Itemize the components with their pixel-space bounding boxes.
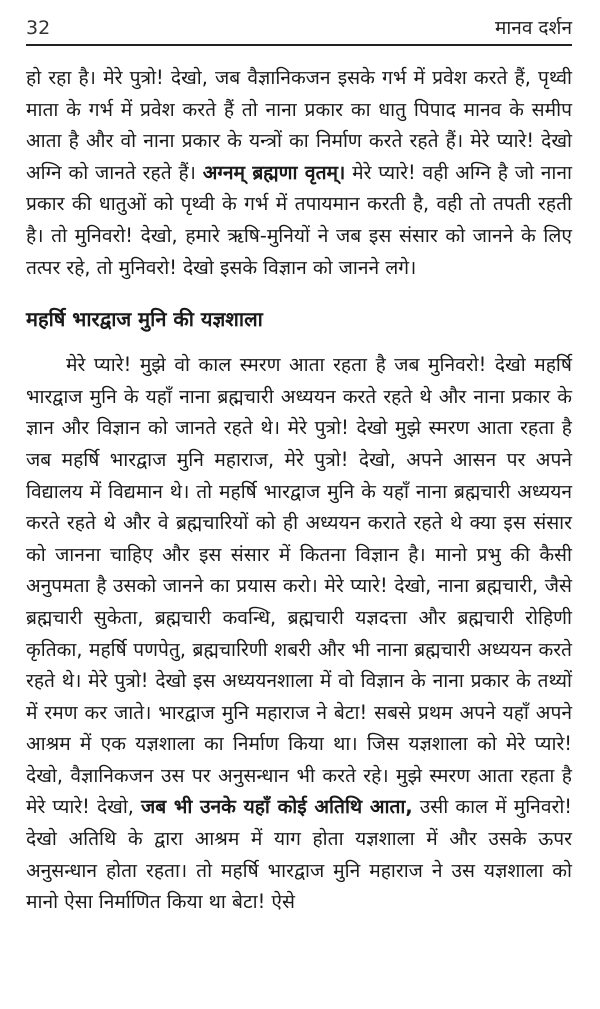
page-content — [26, 62, 572, 918]
paragraph-text: उसी काल में मुनिवरो! देखो अतिथि के द्वारा आश्रम में याग होता यज्ञशाला में और उसके ऊपर अनुसन्धान होता रहता। तो महर्षि भारद्वाज मुनि महाराज ने उस यज्ञशाला को मानो ऐसा निर्माणित किया था बेटा! ऐसे — [26, 795, 572, 914]
page-header — [26, 14, 572, 46]
paragraph-body — [26, 349, 572, 918]
running-title: मानव दर्शन — [495, 17, 572, 39]
sanskrit-quote: अग्नम् ब्रह्मणा वृतम्। — [202, 160, 346, 184]
section-heading: महर्षि भारद्वाज मुनि की यज्ञशाला — [26, 307, 263, 332]
paragraph-text: हो रहा है। मेरे पुत्रो! देखो, जब वैज्ञानिकजन इसके गर्भ में प्रवेश करते हैं, पृथ्वी माता के गर्भ में प्रवेश करते हैं तो नाना प्रकार का धातु पिपाद मानव के समीप आता है और वो नाना प्रकार के यन्त्रों का निर्माण करते रहते हैं। मेरे प्यारे! देखो अग्नि को जानते रहते हैं। — [26, 66, 572, 184]
paragraph-text: मेरे प्यारे! वही अग्नि है जो नाना प्रकार की धातुओं को पृथ्वी के गर्भ में तपायमान करती है, वही तो तपती रहती है। तो मुनिवरो! देखो, हमारे ऋषि-मुनियों ने जब इस संसार को जानने के लिए तत्पर रहे, तो मुनिवरो! देखो इसके विज्ञान को जानने लगे। — [26, 160, 572, 279]
page-number: 32 — [26, 17, 51, 39]
paragraph-text: मेरे प्यारे! मुझे वो काल स्मरण आता रहता है जब मुनिवरो! देखो महर्षि भारद्वाज मुनि के यहाँ नाना ब्रह्मचारी अध्ययन करते रहते थे और नाना प्रकार के ज्ञान और विज्ञान को जानते रहते थे। मेरे पुत्रो! देखो मुझे स्मरण आता रहता है जब महर्षि भारद्वाज मुनि महाराज, मेरे पुत्रो! देखो, अपने आसन पर अपने विद्यालय में विद्यमान थे। तो महर्षि भारद्वाज मुनि के यहाँ नाना ब्रह्मचारी अध्ययन करते रहते थे और वे ब्रह्मचारियों को ही अध्ययन कराते रहते थे क्या इस संसार को जानना चाहिए और इस संसार में कितना विज्ञान है। मानो प्रभु की कैसी अनुपमता है उसको जानने का प्रयास करो। मेरे प्यारे! देखो, नाना ब्रह्मचारी, जैसे ब्रह्मचारी सुकेता, ब्रह्मचारी कवन्धि, ब्रह्मचारी यज्ञदत्ता और ब्रह्मचारी रोहिणी कृतिका, महर्षि पणपेतु, ब्रह्मचारिणी शबरी और भी नाना ब्रह्मचारी अध्ययन करते रहते थे। मेरे पुत्रो! देखो इस अध्ययनशाला में वो विज्ञान के नाना प्रकार के तथ्यों में रमण कर जाते। भारद्वाज मुनि महाराज ने बेटा! सबसे प्रथम अपने यहाँ अपने आश्रम में एक यज्ञशाला का निर्माण किया था। जिस यज्ञशाला को मेरे प्यारे! देखो, वैज्ञानिकजन उस पर अनुसन्धान भी करते रहे। मुझे स्मरण आता रहता है मेरे प्यारे! देखो, — [26, 353, 572, 819]
paragraph-continued — [26, 62, 572, 283]
emphasized-phrase: जब भी उनके यहाँ कोई अतिथि आता, — [141, 795, 413, 819]
